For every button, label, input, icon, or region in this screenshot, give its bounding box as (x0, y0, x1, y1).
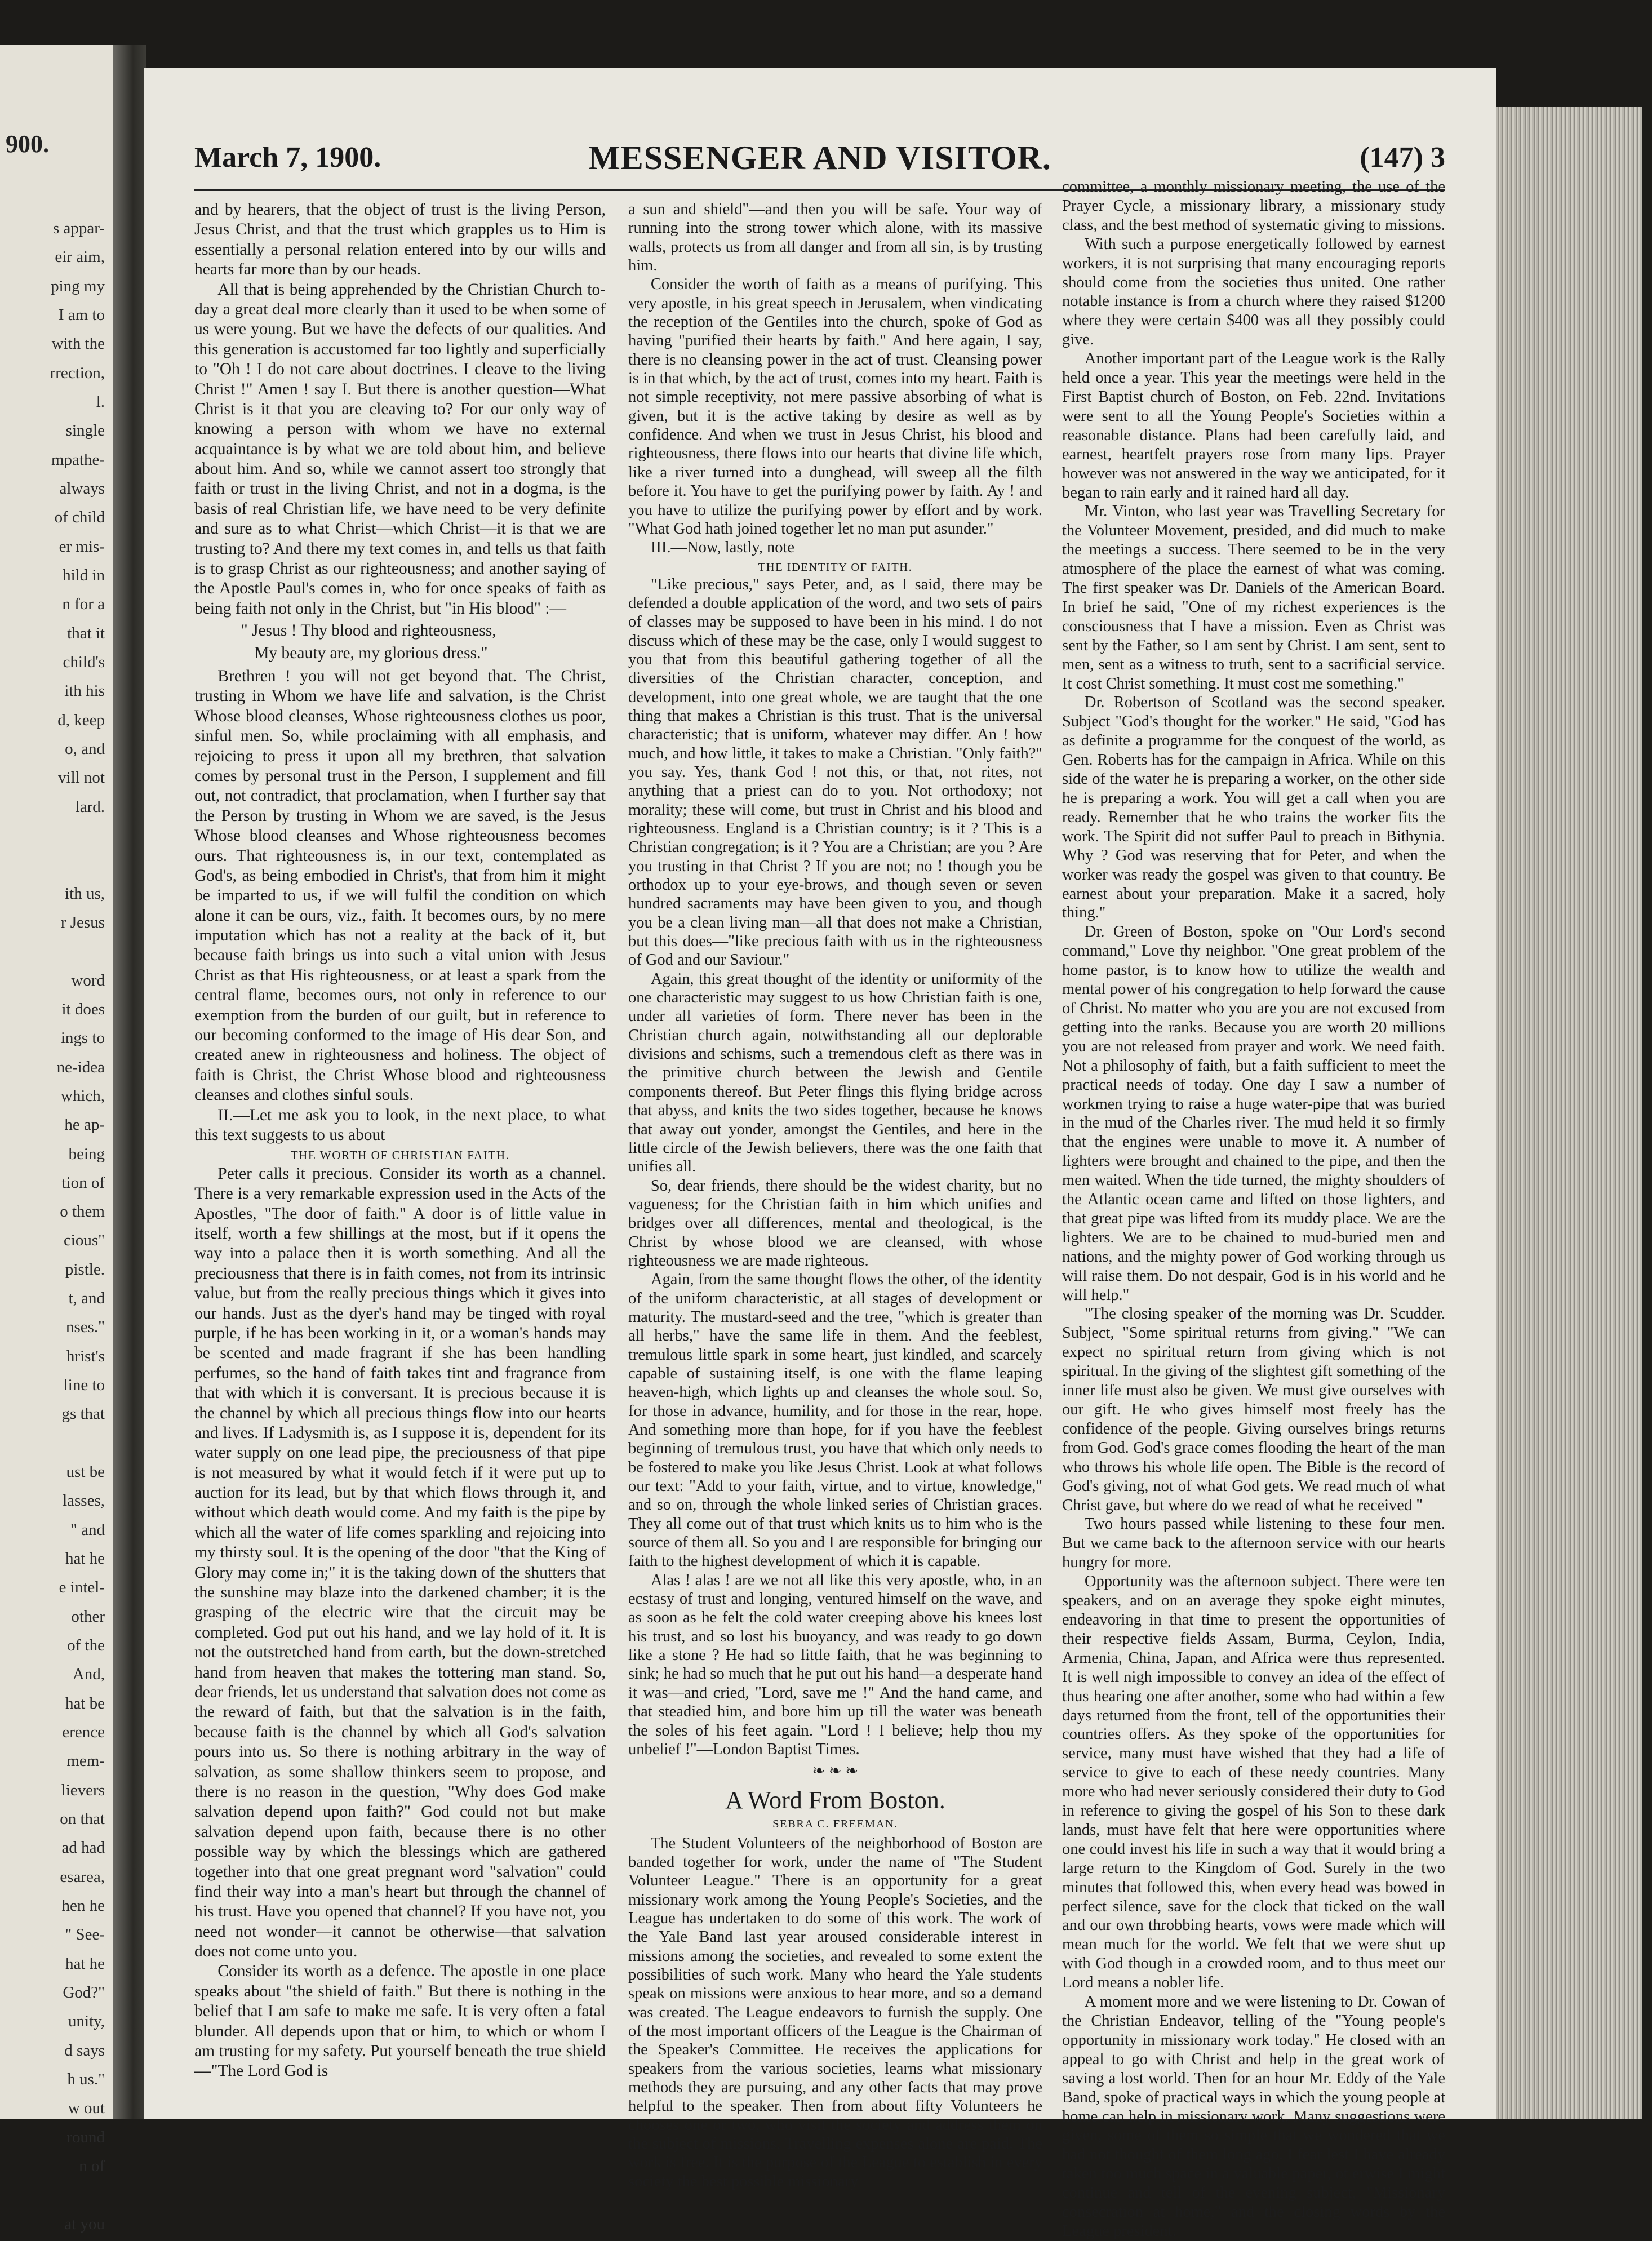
previous-page-line: hat he (65, 1550, 105, 1568)
previous-page-line: cious" (63, 1231, 105, 1250)
previous-page-line: at you (64, 2215, 105, 2233)
previous-page-line: on that (60, 1810, 105, 1829)
previous-page-line: God?" (63, 1983, 105, 2002)
previous-page-header: 900. (6, 130, 49, 158)
paragraph: Dr. Robertson of Scotland was the second speaker. Subject "God's thought for the worker." He said, "God has as definite a programme for the conquest of the world, as Gen. Roberts has for the campaign in Africa. While on this side of the water he is preparing a worker, on the other side he is preparing a work. You will get a call when you are ready. Remember that he who trains the worker fits the work. The Spirit did not suffer Paul to preach in Bithynia. Why ? God was reserving that for Peter, and when the worker was ready the gospel was given to that country. Be earnest about your preparation. Make it a sacred, holy thing." (1062, 694, 1445, 922)
previous-page-fragment (0, 45, 113, 2233)
paragraph: Another important part of the League work is the Rally held once a year. This year the meetings were held in the First Baptist church of Boston, on Feb. 22nd. Invitations were sent to all the Young People's Societies within a reasonable distance. Plans had been carefully laid, and earnest, heartfelt prayers rose from many lips. Prayer however was not answered in the way we anticipated, for it began to rain early and it rained hard all day. (1062, 350, 1445, 502)
column-1 (194, 200, 606, 2082)
previous-page-line: pistle. (65, 1260, 105, 1279)
previous-page-line: single (65, 421, 105, 440)
verse-line: My beauty are, my glorious dress." (254, 644, 488, 662)
previous-page-line: esarea, (60, 1867, 105, 1886)
section-heading: THE IDENTITY OF FAITH. (758, 561, 913, 574)
previous-page-line: eir aim, (55, 248, 105, 267)
previous-page-line (32, 2181, 105, 2209)
previous-page-line: d, keep (57, 711, 105, 729)
page-edges (1496, 107, 1642, 2119)
previous-page-line: And, (72, 1665, 105, 1684)
previous-page-line: child's (63, 653, 105, 671)
previous-page-line: ith his (64, 682, 105, 700)
previous-page-line: hat he (65, 1954, 105, 1973)
previous-page-line: lard. (75, 797, 105, 816)
previous-page-line: s appar- (52, 219, 105, 237)
previous-page-lines (32, 214, 105, 2239)
previous-page-line (32, 822, 105, 850)
previous-page-line: hild in (63, 566, 105, 584)
page-number: (147) 3 (1360, 141, 1445, 174)
previous-page-line (32, 850, 105, 879)
previous-page-line: which, (60, 1086, 105, 1105)
previous-page-line: tion of (61, 1173, 105, 1192)
paragraph: Again, this great thought of the identity or uniformity of the one characteristic may suggest to us how Christian faith is one, under all varieties of form. There never has been in the Christian church again, notwithstanding all our deplorable divisions and schisms, such a tremendous cleft as there was in the primitive church between the Jewish and Gentile components thereof. But Peter flings this flying bridge across that abyss, and knits the two sides together, because he knows that away out yonder, amongst the Gentiles, and here in the little circle of the Jewish believers, there was the one faith that unifies all. (628, 970, 1042, 1176)
previous-page-line: l. (96, 392, 105, 411)
previous-page-line: ust be (66, 1463, 105, 1481)
previous-page-line: it does (61, 1000, 105, 1018)
newspaper-page (144, 68, 1496, 2240)
previous-page-line: " and (70, 1520, 105, 1539)
paragraph: Alas ! alas ! are we not all like this very apostle, who, in an ecstasy of trust and longing, ventured himself on the wave, and as soon as he felt the cold water creeping above his knees lost his trust, and so lost his buoyancy, and was ready to go down like a stone ? He had so little faith, that he was beginning to sink; he had so much that he put out his hand—a desperate hand it was—and cried, "Lord, save me !" And the hand came, and that steadied him, and bore him up till the water was beneath the soles of his feet again. "Lord ! I believe; help thou my unbelief !"—London Baptist Times. (628, 1571, 1042, 1758)
previous-page-line: with the (51, 335, 105, 353)
previous-page-line: " See- (65, 1925, 105, 1944)
previous-page-line: ings to (60, 1029, 105, 1048)
previous-page-line: vill not (58, 769, 105, 787)
previous-page-line (32, 937, 105, 966)
previous-page-line: I am to (58, 305, 105, 324)
previous-page-line: hat be (65, 1694, 105, 1712)
paragraph: Again, from the same thought flows the other, of the identity of the uniform characteristic, at all stages of development or maturity. The mustard-seed and the tree, "which is greater than all herbs," have the same life in them. And the feeblest, tremulous little spark in some heart, just kindled, and scarcely capable of sustaining itself, is one with the flame leaping heaven-high, which lights up and cleanses the whole soul. So, for those in advance, humility, and for those in the rear, hope. And something more than hope, for if you have the feeblest beginning of tremulous trust, you have that which only needs to be fostered to make you like Jesus Christ. Look at what follows our text: "Add to your faith, virtue, and to virtue, knowledge," and so on, through the whole linked series of Christian graces. They all come out of that trust which knits us to him who is the source of them all. So you and I are responsible for bringing our faith to the highest development of which it is capable. (628, 1271, 1042, 1570)
paragraph: "Like precious," says Peter, and, as I said, there may be defended a double application of the word, and two sets of pairs of classes may be supposed to have been in his mind. I do not discuss which of these may be the case, only I would suggest to you that from this beautiful gathering together of all the diversities of the Christian character, conception, and development, into one great whole, we are taught that the one thing that makes a Christian is this trust. That is the universal characteristic; that is uniform, whatever may differ. An ! how much, and how little, it takes to make a Christian. "Only faith?" you say. Yes, thank God ! not this, or that, not rites, not anything that a priest can do to you. Not orthodoxy; not morality; these will come, but trust in Christ and his blood and righteousness. England is a Christian country; is it ? This is a Christian congregation; is it ? You are a Christian; are you ? Are you trusting in that Christ ? If you are not; no ! though you be orthodox up to your eye-brows, and though seven or seven hundred sacraments may have been given to you, and though you be a clean living man—all that does not make a Christian, but this does—"like precious faith with us in the righteousness of God and our Saviour." (628, 575, 1042, 969)
paragraph: With such a purpose energetically followed by earnest workers, it is not surprising that many encouraging reports should come from the societies thus united. One rather notable instance is from a church where they raised $1200 where they were certain $400 was all they possibly could give. (1062, 235, 1445, 349)
previous-page-line: mem- (66, 1752, 105, 1770)
previous-page-line: o, and (65, 739, 105, 758)
previous-page-line: unity, (68, 2012, 105, 2031)
article-byline: SEBRA C. FREEMAN. (772, 1817, 898, 1830)
previous-page-line: lasses, (63, 1492, 105, 1510)
previous-page-line: round (66, 2128, 105, 2146)
previous-page-line: always (59, 479, 105, 498)
verse-line: " Jesus ! Thy blood and righteousness, (241, 622, 496, 640)
previous-page-line (32, 1429, 105, 1458)
paragraph: The Student Volunteers of the neighborhood of Boston are banded together for work, under the name of "The Student Volunteer League." There is an opportunity for a great missionary work among the Young People's Societies, and the League has undertaken to do some of this work. The work of the Yale Band last year aroused considerable interest in missions among the societies, and revealed to some extent the possibilities of such work. Many who heard the Yale students speak on missions were anxious to hear more, and so a demand was created. The League endeavors to furnish the supply. One of the most important officers of the League is the Chairman of the Speaker's Committee. He receives the applications for speakers from the various societies, learns what missionary methods they are pursuing, and any other facts that may prove helpful to the speaker. Then from about fifty Volunteers he chooses one or two, who visit the society and address them on the subject of missions. Travelling expenses alone are paid. The work is free. It is the purpose of the League to establish in every society the best possible missionary (628, 1834, 1042, 2190)
previous-page-line: ne-idea (56, 1058, 105, 1076)
paragraph: Dr. Green of Boston, spoke on "Our Lord's second command," Love thy neighbor. "One great problem of the home pastor, is to know how to utilize the wealth and mental power of his congregation to help forward the cause of Christ. No matter who you are you are not excused from getting into the ranks. Because you are worth 20 millions you are not released from prayer and work. We need faith. Not a philosophy of faith, but a faith sufficient to meet the practical needs of today. One day I saw a number of workmen trying to raise a huge water-pipe that was buried in the mud of the Charles river. The mud held it so firmly that the engines were unable to move it. A number of lighters were brought and chained to the pipe, and then the men waited. When the tide turned, the mighty shoulders of the Atlantic ocean came and lifted on those lighters, and that great pipe was lifted from its muddy place. We are the lighters. We are to be chained to mud-buried men and nations, and the mighty power of God working through us will raise them. Do not despair, God is in his world and he will help." (1062, 923, 1445, 1304)
paragraph: "The closing speaker of the morning was Dr. Scudder. Subject, "Some spiritual returns from giving." "We can expect no spiritual return from giving which is not spiritual. In the giving of the slightest gift something of the inner life must also be given. We must give ourselves with our gift. He who gives himself most freely has the confidence of the people. Giving ourselves brings returns from God. God's grace comes flooding the heart of the man who throws his whole life open. The Bible is the record of God's giving, not of what God gets. We read much of what Christ gave, but where do we read of what he received " (1062, 1305, 1445, 1514)
previous-page-line: nses." (65, 1318, 105, 1337)
previous-page-line: o them (60, 1202, 105, 1221)
previous-page-line: n of (79, 2156, 105, 2175)
previous-page-line: ad had (61, 1839, 105, 1857)
column-3 (1062, 177, 1445, 2240)
previous-page-line: h us." (67, 2070, 105, 2088)
previous-page-line: that it (67, 624, 105, 642)
previous-page-line: gs that (61, 1405, 105, 1423)
previous-page-line: er mis- (59, 537, 105, 556)
previous-page-line: he ap- (64, 1116, 105, 1134)
previous-page-line: of the (67, 1636, 105, 1655)
paragraph: III.—Now, lastly, note (650, 539, 795, 557)
issue-date: March 7, 1900. (194, 141, 381, 174)
book-gutter (113, 45, 146, 2119)
paragraph: Two hours passed while listening to these four men. But we came back to the afternoon service with our hearts hungry for more. (1062, 1515, 1445, 1572)
paragraph: Peter calls it precious. Consider its worth as a channel. There is a very remarkable expression used in the Acts of the Apostles, "The door of faith." A door is of little value in itself, worth a few shillings at the most, but if it opens the way into a palace then it is worth something. And all the preciousness that there is in faith comes, not from its intrinsic value, but from the really precious things which it gives into our hands. Just as the dyer's hand may be tinged with royal purple, if he has been working in it, or a woman's hands may be scented and made fragrant if she has been handling perfumes, so the hand of faith takes tint and fragrance from that with which it is conversant. It is precious because it is the channel by which all precious things flow into our hearts and lives. If Ladysmith is, as I suppose it is, dependent for its water supply on one lead pipe, the preciousness of that pipe is not measured by what it would fetch if it were put up to auction for its lead, but by that which flows through it, and without which death would come. And my faith is the pipe by which all the water of life comes sparkling and rejoicing into my thirsty soul. It is the opening of the door "that the King of Glory may come in;" it is the taking down of the shutters that the sunshine may blaze into the darkened chamber; it is the grasping of the electric wire that the circuit may be completed. God put out his hand, and we lay hold of it. It is not the outstretched hand from earth, but the down-stretched hand from heaven that makes the tottering man stand. So, dear friends, let us understand that salvation does not come as the reward of faith, but that the salvation is in the faith, because faith is the channel by which all God's salvation pours into us. So there is nothing arbitrary in the way of salvation, as some shallow thinkers seem to propose, and there is no reason in the question, "Why does God make salvation depend upon faith?" God could not but make salvation depend upon faith, because there is no other possible way by which the blessings which are gathered together into that one great pregnant word "salvation" could find their way into a man's heart but through the channel of his trust. Have you opened that channel? If you have not, you need not wonder—it cannot be otherwise—that salvation does not come unto you. (194, 1164, 606, 1961)
paragraph: All that is being apprehended by the Christian Church to-day a great deal more clearly than it used to be when some of us were young. But we have the defects of our qualities. And this generation is accustomed far too lightly and superficially to "Oh ! I do not care about doctrines. I cleave to the living Christ !" Amen ! say I. But there is another question—What Christ is it that you are cleaving to? For our only way of knowing a person with whom we have no external acquaintance is by what we are told about him, and believe about him. And so, while we cannot assert too strongly that faith or trust in the living Christ, and not in a dogma, is the basis of real Christian life, we have need to be very definite and sure as to what Christ—which Christ—it is that we are trusting to? And there my text comes in, and tells us that faith is to grasp Christ as our righteousness; and another saying of the Apostle Paul's comes in, who for once speaks of faith as being faith not only in the Christ, but "in His blood" :— (194, 280, 606, 618)
section-heading: THE WORTH OF CHRISTIAN FAITH. (290, 1148, 510, 1162)
paragraph: and by hearers, that the object of trust is the living Person, Jesus Christ, and that the trust which grapples us to Him is essentially a personal relation entered into by our wills and hearts far more than by our heads. (194, 201, 606, 279)
previous-page-line: e intel- (59, 1578, 105, 1597)
previous-page-line: lievers (61, 1781, 105, 1799)
previous-page-line: erence (62, 1723, 105, 1742)
paragraph: Opportunity was the afternoon subject. There were ten speakers, and on an average they spoke eight minutes, endeavoring in that time to present the opportunities of their respective fields Assam, Burma, Ceylon, India, Armenia, China, Japan, and Africa were thus represented. It is well nigh impossible to convey an idea of the effect of thus hearing one after another, some who had within a few days returned from the front, tell of the opportunities their countries offers. As they spoke of the opportunities for service, many must have wished that they had a life of service to give to each of these needy countries. Many more who had never seriously considered their duty to God in reference to giving the gospel of his Son to these dark lands, must have felt that here were opportunities where one could invest his life in such a way that it would bring a large return to the Kingdom of God. Surely in the two minutes that followed this, when every head was bowed in perfect silence, save for the clock that ticked on the wall and our own throbbing hearts, vows were made which will mean much for the world. We felt that we were shut up with God though in a crowded room, and to thus meet our Lord means a nobler life. (1062, 1573, 1445, 1992)
previous-page-line: hrist's (66, 1347, 105, 1365)
column-2 (628, 200, 1042, 2190)
previous-page-line: ith us, (65, 884, 105, 903)
previous-page-line: w out (68, 2099, 105, 2118)
previous-page-line: r Jesus (60, 913, 105, 931)
previous-page-line: mpathe- (51, 450, 105, 469)
paragraph: Consider its worth as a defence. The apostle in one place speaks about "the shield of faith." But there is nothing in the belief that I am safe to make me safe. It is very often a fatal blunder. All depends upon that or him, to which or whom I am trusting for my safety. Put yourself beneath the true shield—"The Lord God is (194, 1962, 606, 2080)
paragraph: So, dear friends, there should be the widest charity, but no vagueness; for the Christian faith in him which unifies and bridges over all differences, mental and theological, is the Christ by whose blood we are cleansed, with whose righteousness we are made righteous. (628, 1177, 1042, 1270)
previous-page-line: hen he (61, 1897, 105, 1915)
paragraph: committee, a monthly missionary meeting, the use of the Prayer Cycle, a missionary library, a missionary study class, and the best method of systematic giving to missions. (1062, 178, 1445, 234)
previous-page-line: word (71, 971, 105, 989)
article-headline: A Word From Boston. (725, 1786, 945, 1814)
masthead-title: MESSENGER AND VISITOR. (588, 139, 1051, 176)
previous-page-line: other (71, 1607, 105, 1626)
paragraph: A moment more and we were listening to Dr. Cowan of the Christian Endeavor, telling of the "Young people's opportunity in missionary work today." He closed with an appeal to go with Christ and help in the great work of saving a lost world. Then for an hour Mr. Eddy of the Yale Band, spoke of practical ways in which the young people at home can help in missionary work. Many suggestions were given, some of them so simple that we wondered that we had not thought of them long ago. I fear lest I have already taken too much space in a valuable paper, ot erwise I might continue and tell of the evening subject, "Missionary consecration at home," and the closing words by the League president. (1062, 1993, 1445, 2240)
previous-page-line: d says (64, 2041, 105, 2060)
previous-page-line: being (68, 1144, 105, 1163)
previous-page-line: rrection, (50, 363, 105, 382)
paragraph: Brethren ! you will not get beyond that. The Christ, trusting in Whom we have life and salvation, is the Christ Whose blood cleanses, Whose righteousness clothes us poor, sinful men. So, while proclaiming with all emphasis, and rejoicing to press it upon all my brethren, that salvation comes by personal trust in the Person, I supplement and fill out, not contradict, that proclamation, when I further say that the Person by trusting in Whom we are saved, is the Jesus Whose blood cleanses and Whose righteousness becomes ours. That righteousness is, in our text, contemplated as God's, as being embodied in Christ's, that from him it might be imparted to us, if we will fulfil the condition on which alone it can be ours, viz., faith. It becomes ours, by no mere imputation which has not a reality at the back of it, but because faith brings us into such a vital union with Jesus Christ as that His righteousness, or at least a spark from the central flame, becomes ours, not only in reference to our exemption from the burden of our guilt, but in reference to our becoming conformed to the image of His dear Son, and created anew in righteousness and holiness. The object of faith is Christ, the Christ Whose blood and righteousness cleanses and clothes sinful souls. (194, 667, 606, 1104)
previous-page-line: n for a (62, 595, 105, 614)
previous-page-line: of child (54, 508, 105, 527)
previous-page-line: ping my (51, 277, 105, 295)
paragraph: II.—Let me ask you to look, in the next place, to what this text suggests to us about (194, 1106, 606, 1144)
ornament-divider: ❧ ❧ ❧ (812, 1762, 859, 1780)
paragraph: a sun and shield"—and then you will be safe. Your way of running into the strong tower which alone, with its massive walls, protects us from all danger and from all sin, is by trusting him. (628, 201, 1042, 275)
previous-page-line: line to (63, 1376, 105, 1395)
paragraph: Consider the worth of faith as a means of purifying. This very apostle, in his great speech in Jerusalem, when vindicating the reception of the Gentiles into the church, spoke of God as having "purified their hearts by faith." And here again, I say, there is no cleansing power in the act of trust. Cleansing power is in that which, by the act of trust, comes into my heart. Faith is not simple receptivity, not mere passive absorbing of what is given, but it is the active taking by desire as well as by confidence. And when we trust in Jesus Christ, his blood and righteousness, there flows into our hearts that divine life which, like a river turned into a dunghead, will sweep all the filth before it. You have to get the purifying power by faith. Ay ! and you have to utilize the purifying power by effort and by work. "What God hath joined together let no man put asunder." (628, 276, 1042, 538)
previous-page-line: t, and (68, 1289, 105, 1308)
paragraph: Mr. Vinton, who last year was Travelling Secretary for the Volunteer Movement, presided, and did much to make the meetings a success. There seemed to be in the very atmosphere of the place the earnest of what was coming. The first speaker was Dr. Daniels of the American Board. In brief he said, "One of my richest experiences is the consciousness that I have a mission. Even as Christ was sent by the Father, so I am sent by Christ. I am sent, sent to men, sent as a witness to truth, sent to a sacrificial service. It cost Christ something. It must cost me something." (1062, 503, 1445, 693)
